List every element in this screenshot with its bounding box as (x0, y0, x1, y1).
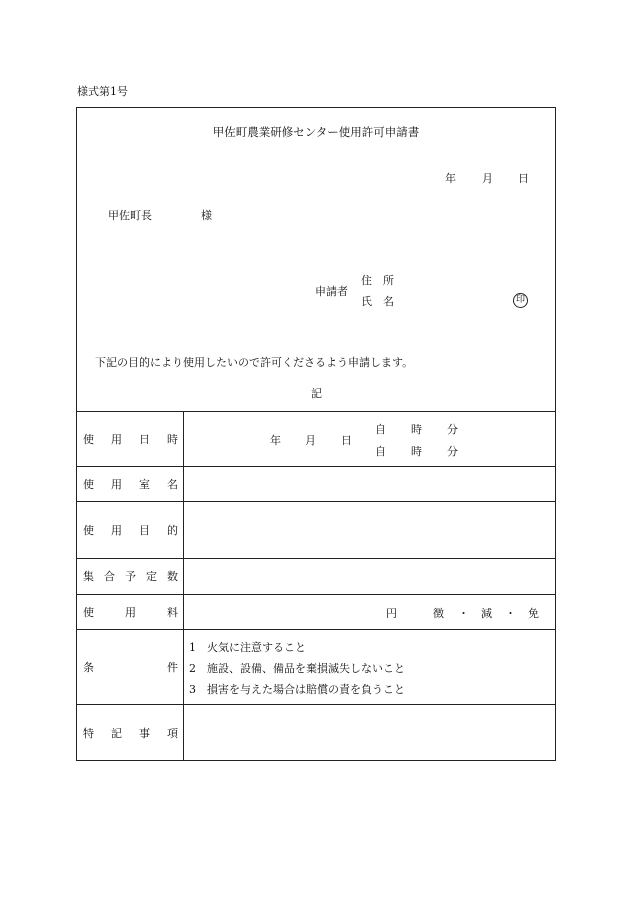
date-day: 日 (518, 172, 529, 185)
purpose-label: 使 用 目 的 (83, 523, 178, 537)
date-year: 年 (445, 172, 456, 185)
form-number: 様式第1号 (77, 85, 128, 98)
ki-label: 記 (311, 387, 322, 400)
to-hour: 時 (411, 445, 422, 458)
seal-mark (513, 292, 528, 308)
room-name-label: 使 用 室 名 (83, 477, 178, 491)
from-prefix: 自 (375, 423, 386, 436)
fee-option-collect: 徴 (433, 607, 444, 620)
headcount-label: 集 合 予 定 数 (83, 570, 178, 583)
condition-item: 2 施設、設備、備品を棄損滅失しないこと (189, 662, 405, 675)
from-hour: 時 (411, 423, 422, 436)
fee-option-exempt: 免 (528, 607, 539, 620)
seal-icon: 印 (513, 293, 528, 308)
to-minute: 分 (447, 445, 458, 458)
usage-day: 日 (341, 434, 352, 447)
fee-option-reduce: 減 (481, 607, 492, 620)
conditions-label: 条 件 (83, 660, 178, 674)
notes-label: 特 記 事 項 (83, 726, 178, 740)
usage-datetime-label: 使 用 日 時 (83, 432, 178, 446)
usage-month: 月 (305, 434, 316, 447)
application-form (76, 107, 556, 761)
fee-label: 使 用 料 (83, 605, 178, 619)
addressee-name: 甲佐町長 (108, 209, 152, 222)
applicant-label: 申請者 (315, 285, 348, 298)
name-label: 氏 名 (361, 295, 394, 308)
fee-option-dot: ・ (505, 607, 516, 620)
from-minute: 分 (447, 423, 458, 436)
addressee-honorific: 様 (201, 209, 212, 222)
form-title: 甲佐町農業研修センター使用許可申請書 (212, 125, 420, 139)
condition-item: 3 損害を与えた場合は賠償の責を負うこと (189, 683, 405, 696)
address-label: 住 所 (361, 274, 394, 287)
date-month: 月 (482, 172, 493, 185)
condition-item: 1 火気に注意すること (189, 641, 306, 654)
fee-option-dot: ・ (458, 607, 469, 620)
usage-year: 年 (270, 434, 281, 447)
label-column-divider (183, 411, 184, 760)
fee-yen: 円 (386, 607, 397, 620)
request-text: 下記の目的により使用したいので許可くださるよう申請します。 (95, 356, 414, 369)
to-prefix: 自 (375, 445, 386, 458)
